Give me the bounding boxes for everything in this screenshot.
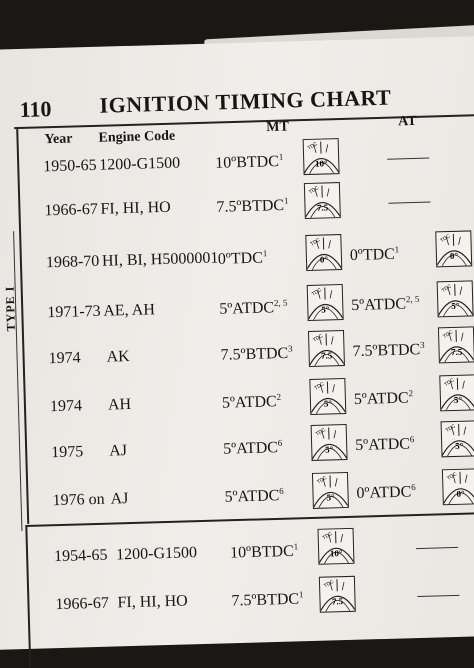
mt-timing-mark-icon — [307, 284, 344, 321]
svg-text:5°: 5° — [324, 398, 333, 408]
header-at: AT — [398, 114, 417, 131]
timing-value: 5ºATDC — [354, 390, 409, 409]
footnote-ref: 6 — [410, 434, 415, 444]
year-cell: 1971-73 — [47, 303, 101, 322]
footnote-ref: 3 — [288, 343, 293, 353]
svg-text:TDC: TDC — [308, 185, 320, 196]
mt-timing-mark-icon — [311, 424, 348, 461]
timing-value: 7.5ºBTDC — [231, 591, 299, 610]
svg-text:5°: 5° — [451, 301, 460, 311]
mt-timing-cell — [224, 486, 284, 507]
mt-timing-cell — [222, 392, 282, 413]
engine-code-cell: AH — [108, 396, 132, 415]
at-timing-mark-icon — [438, 326, 474, 363]
at-timing-cell — [351, 294, 420, 315]
engine-code-cell: AK — [106, 348, 130, 367]
svg-text:5°: 5° — [325, 444, 334, 454]
at-timing-mark-icon — [441, 420, 474, 457]
year-cell: 1966-67 — [44, 201, 98, 220]
svg-text:5°: 5° — [321, 304, 330, 314]
svg-text:TDC: TDC — [315, 427, 327, 438]
section-label: TYPE I — [3, 285, 19, 331]
at-timing-mark-icon — [435, 230, 472, 267]
footnote-ref: 1 — [284, 196, 289, 206]
mt-timing-mark-icon — [308, 330, 345, 367]
svg-text:TDC: TDC — [307, 141, 319, 152]
engine-code-cell: AE, AH — [103, 301, 155, 320]
svg-text:5°: 5° — [455, 441, 464, 451]
at-timing-cell — [354, 388, 414, 409]
footnote-ref: 1 — [293, 541, 298, 551]
footnote-ref: 6 — [278, 438, 283, 448]
mt-timing-cell — [220, 343, 293, 364]
footnote-ref: 6 — [279, 486, 284, 496]
at-timing-mark-icon — [439, 374, 474, 411]
svg-text:7.5: 7.5 — [451, 347, 463, 357]
footnote-ref: 1 — [299, 589, 304, 599]
svg-text:5°: 5° — [326, 492, 335, 502]
svg-text:10°: 10° — [330, 548, 343, 558]
mt-timing-mark-icon — [304, 182, 341, 219]
svg-text:0°: 0° — [456, 489, 465, 499]
svg-text:TDC: TDC — [445, 423, 457, 434]
svg-text:TDC: TDC — [316, 475, 328, 486]
header-mt: MT — [266, 119, 289, 136]
timing-value: 0ºTDC — [350, 246, 395, 264]
timing-value: 5ºATDC — [224, 487, 279, 506]
timing-value: 5ºATDC — [351, 296, 406, 315]
book-page — [0, 35, 474, 650]
timing-value: 7.5ºBTDC — [220, 345, 288, 364]
svg-text:7.5: 7.5 — [321, 350, 333, 360]
engine-code-cell: FI, HI, HO — [117, 592, 188, 612]
engine-code-cell: 1200-G1500 — [116, 544, 197, 564]
svg-text:7.5: 7.5 — [317, 202, 329, 212]
timing-value: 5ºATDC — [222, 393, 277, 412]
page-number: 110 — [19, 96, 52, 123]
footnote-ref: 6 — [411, 482, 416, 492]
footnote-ref: 1 — [279, 152, 284, 162]
mt-timing-cell — [223, 438, 283, 459]
mt-timing-mark-icon — [305, 234, 342, 271]
at-timing-mark-icon — [437, 280, 474, 317]
mt-timing-cell — [218, 248, 268, 269]
svg-text:TDC: TDC — [310, 237, 322, 248]
engine-code-cell: AJ — [109, 442, 127, 460]
svg-text:5°: 5° — [454, 395, 463, 405]
mt-timing-mark-icon — [312, 472, 349, 509]
svg-text:TDC: TDC — [322, 531, 334, 542]
footnote-ref: 2, 5 — [274, 298, 288, 308]
svg-text:TDC: TDC — [311, 287, 323, 298]
at-not-applicable-dash — [417, 595, 459, 597]
footnote-ref: 1 — [263, 248, 268, 258]
at-not-applicable-dash — [416, 547, 458, 549]
svg-text:10°: 10° — [315, 158, 328, 168]
year-cell: 1974 — [48, 349, 80, 368]
timing-value: 7.5ºBTDC — [352, 341, 420, 360]
timing-value: 10ºBTDC — [230, 543, 294, 562]
year-cell: 1968-70 — [46, 253, 100, 272]
timing-value: 5ºATDC — [355, 436, 410, 455]
svg-text:TDC: TDC — [312, 333, 324, 344]
mt-timing-cell — [230, 541, 299, 562]
year-cell: 1950-65 — [43, 157, 97, 176]
engine-code-cell: FI, HI, HO — [100, 199, 171, 219]
timing-value: 5ºATDC — [223, 439, 278, 458]
timing-value: 0ºATDC — [356, 484, 411, 503]
timing-value: 7.5ºBTDC — [216, 197, 284, 216]
mt-timing-cell — [215, 152, 284, 173]
header-engine-code: Engine Code — [98, 129, 175, 147]
svg-text:TDC: TDC — [442, 329, 454, 340]
year-cell: 1974 — [50, 397, 82, 416]
year-cell: 1966-67 — [55, 595, 109, 614]
mt-timing-mark-icon — [318, 528, 355, 565]
svg-text:TDC: TDC — [314, 381, 326, 392]
at-timing-cell — [350, 244, 400, 265]
svg-text:TDC: TDC — [446, 471, 458, 482]
at-not-applicable-dash — [387, 158, 429, 160]
svg-text:TDC: TDC — [323, 579, 335, 590]
footnote-ref: 2 — [408, 388, 413, 398]
year-cell: 1975 — [51, 443, 83, 462]
footnote-ref: 2 — [276, 392, 281, 402]
page-title: IGNITION TIMING CHART — [99, 85, 391, 119]
timing-value: 5ºATDC — [219, 299, 274, 318]
svg-text:0°: 0° — [320, 254, 329, 264]
timing-value: 10ºBTDC — [215, 153, 279, 172]
svg-text:TDC: TDC — [439, 233, 451, 244]
svg-text:7.5: 7.5 — [332, 596, 344, 606]
at-not-applicable-dash — [388, 202, 430, 204]
at-timing-mark-icon — [442, 468, 474, 505]
engine-code-cell: AJ — [110, 490, 128, 508]
engine-code-cell: 1200-G1500 — [99, 155, 180, 175]
footnote-ref: 2, 5 — [406, 294, 420, 304]
mt-timing-mark-icon — [309, 378, 346, 415]
mt-timing-cell — [219, 298, 288, 319]
mt-timing-cell — [216, 196, 289, 217]
at-timing-cell — [355, 434, 415, 455]
svg-text:TDC: TDC — [441, 283, 453, 294]
mt-timing-mark-icon — [303, 138, 340, 175]
year-cell: 1976 on — [52, 491, 104, 510]
svg-text:TDC: TDC — [443, 377, 455, 388]
footnote-ref: 3 — [420, 340, 425, 350]
year-cell: 1954-65 — [54, 547, 108, 566]
svg-text:0°: 0° — [450, 251, 459, 261]
timing-value: 0ºTDC — [218, 250, 263, 268]
mt-timing-cell — [231, 589, 304, 610]
header-year: Year — [44, 132, 72, 149]
engine-code-cell: HI, BI, H5000001 — [102, 249, 219, 270]
at-timing-cell — [356, 482, 416, 503]
at-timing-cell — [352, 340, 425, 361]
footnote-ref: 1 — [395, 244, 400, 254]
mt-timing-mark-icon — [319, 576, 356, 613]
